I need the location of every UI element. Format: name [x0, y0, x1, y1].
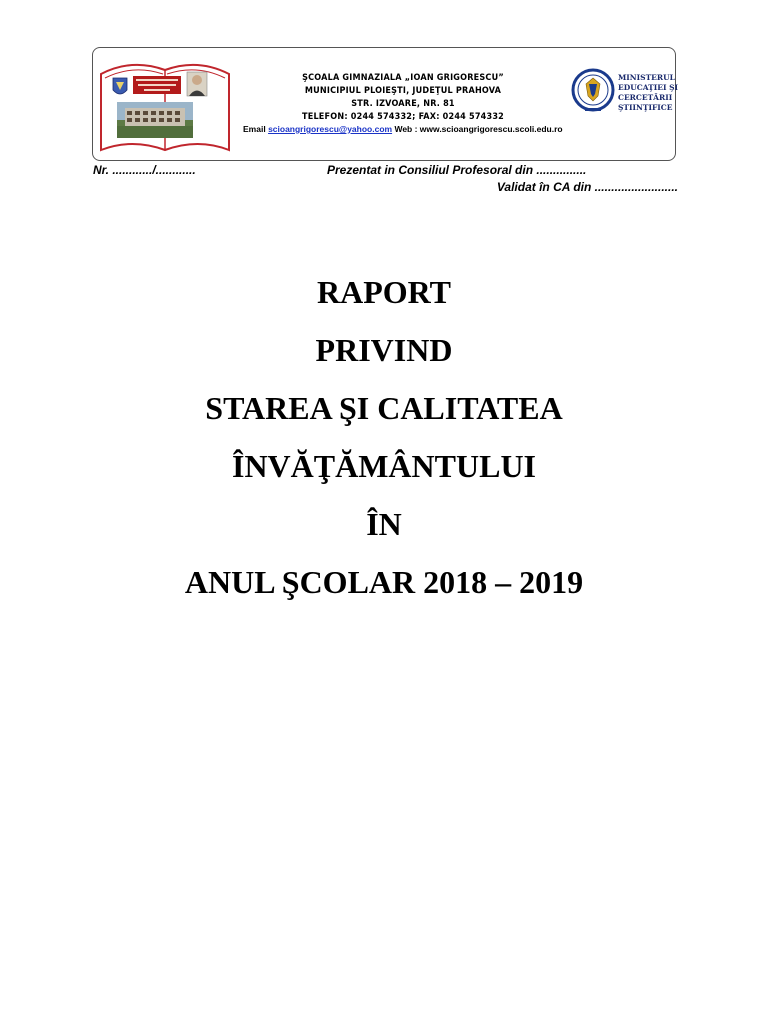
- school-crest-icon: [113, 78, 127, 94]
- portrait-icon: [187, 72, 207, 96]
- title-line: ÎN: [366, 506, 402, 542]
- letterhead: [92, 47, 676, 161]
- school-name: ŞCOALA GIMNAZIALA „IOAN GRIGORESCU”: [302, 73, 504, 83]
- title-line: STAREA ŞI CALITATEA: [205, 390, 563, 426]
- ministry-line: ŞTIINŢIFICE: [618, 103, 673, 112]
- report-title: [0, 270, 768, 618]
- title-line: RAPORT: [317, 274, 451, 310]
- ministry-line: MINISTERUL: [618, 73, 675, 82]
- title-line: PRIVIND: [315, 332, 453, 368]
- school-phone-fax: TELEFON: 0244 574332; FAX: 0244 574332: [301, 112, 505, 122]
- title-line: ANUL ŞCOLAR 2018 – 2019: [184, 564, 584, 600]
- school-street: STR. IZVOARE, NR. 81: [351, 99, 455, 109]
- ministry-line: EDUCAŢIEI ŞI: [618, 83, 678, 92]
- school-book-logo: [97, 54, 233, 158]
- title-line: ÎNVĂŢĂMÂNTULUI: [231, 448, 536, 484]
- school-building-photo: [117, 102, 193, 138]
- web-address: Web : www.scioangrigorescu.scoli.edu.ro: [394, 124, 563, 134]
- school-municipality: MUNICIPIUL PLOIEŞTI, JUDEŢUL PRAHOVA: [304, 86, 502, 96]
- contact-line: [243, 124, 603, 134]
- document-number: Nr. ............/............: [93, 163, 196, 177]
- school-info: [243, 72, 563, 124]
- presented-in-council: Prezentat in Consiliul Profesoral din ...............: [327, 163, 587, 177]
- ministry-seal-icon: [571, 66, 615, 118]
- ministry-name: [618, 73, 680, 113]
- validated-in-ca: Validat în CA din .........................: [496, 180, 678, 194]
- email-label: Email: [243, 124, 266, 134]
- ministry-line: CERCETĂRII: [618, 93, 673, 102]
- email-link[interactable]: scioangrigorescu@yahoo.com: [268, 124, 393, 134]
